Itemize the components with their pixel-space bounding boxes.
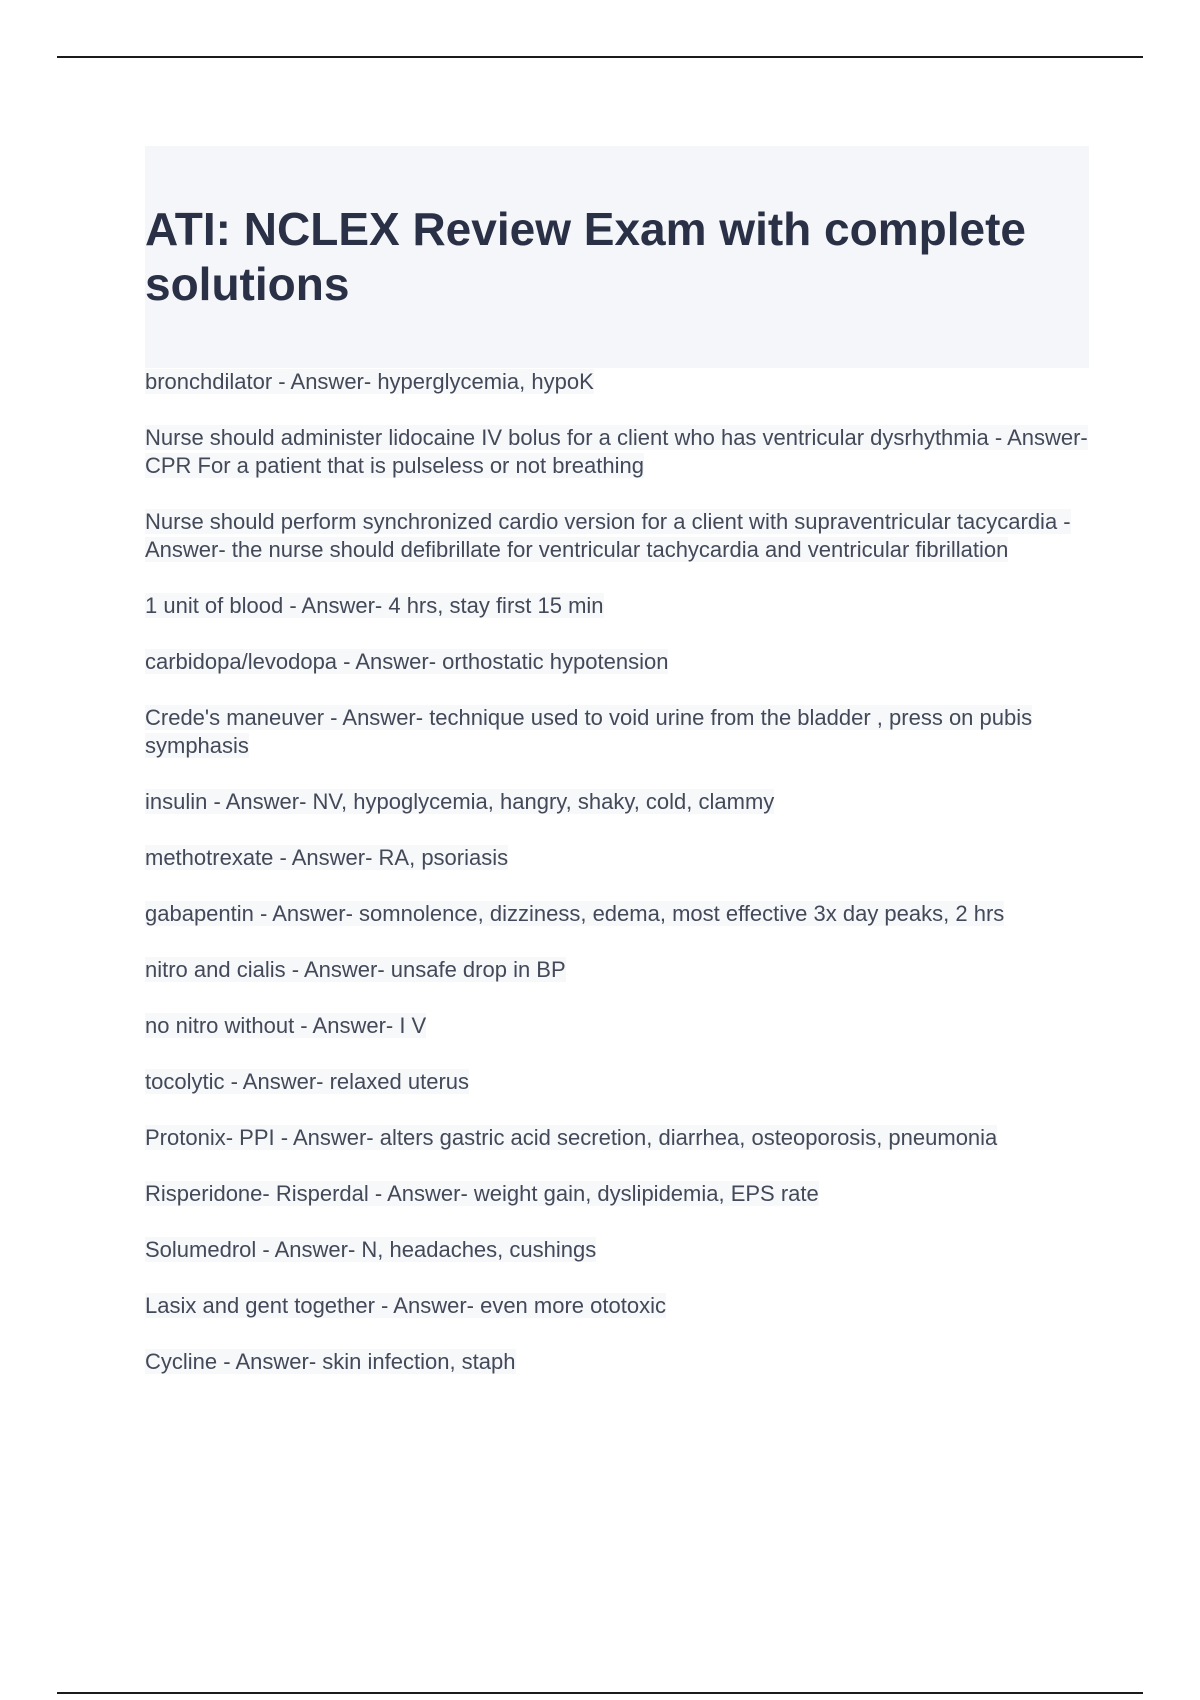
qa-item: nitro and cialis - Answer- unsafe drop in BP [145, 957, 566, 982]
title-block [145, 146, 1089, 368]
qa-item: bronchdilator - Answer- hyperglycemia, hypoK [145, 369, 594, 394]
qa-item: carbidopa/levodopa - Answer- orthostatic hypotension [145, 649, 669, 674]
qa-item: Risperidone- Risperdal - Answer- weight gain, dyslipidemia, EPS rate [145, 1181, 819, 1206]
qa-item: insulin - Answer- NV, hypoglycemia, hangry, shaky, cold, clammy [145, 789, 775, 814]
top-rule [57, 56, 1143, 58]
qa-item: Protonix- PPI - Answer- alters gastric acid secretion, diarrhea, osteoporosis, pneumonia [145, 1125, 998, 1150]
qa-item: no nitro without - Answer- I V [145, 1013, 427, 1038]
page-title: ATI: NCLEX Review Exam with complete solutions [145, 203, 1027, 310]
qa-list [145, 368, 1095, 1376]
qa-item: tocolytic - Answer- relaxed uterus [145, 1069, 470, 1094]
qa-item: Lasix and gent together - Answer- even more ototoxic [145, 1293, 666, 1318]
qa-item: Nurse should administer lidocaine IV bolus for a client who has ventricular dysrhythmia - Answer- CPR For a patient that is pulseless or not breathing [145, 425, 1088, 478]
qa-item: Cycline - Answer- skin infection, staph [145, 1349, 516, 1374]
qa-item: Solumedrol - Answer- N, headaches, cushings [145, 1237, 597, 1262]
qa-item: Crede's maneuver - Answer- technique used to void urine from the bladder , press on pubis symphasis [145, 705, 1033, 758]
qa-item: methotrexate - Answer- RA, psoriasis [145, 845, 509, 870]
bottom-rule [57, 1692, 1143, 1694]
qa-item: 1 unit of blood - Answer- 4 hrs, stay first 15 min [145, 593, 604, 618]
qa-item: gabapentin - Answer- somnolence, dizziness, edema, most effective 3x day peaks, 2 hrs [145, 901, 1005, 926]
qa-item: Nurse should perform synchronized cardio version for a client with supraventricular tacycardia - Answer- the nurse should defibrillate for ventricular tachycardia and ventricular fibrillation [145, 509, 1071, 562]
